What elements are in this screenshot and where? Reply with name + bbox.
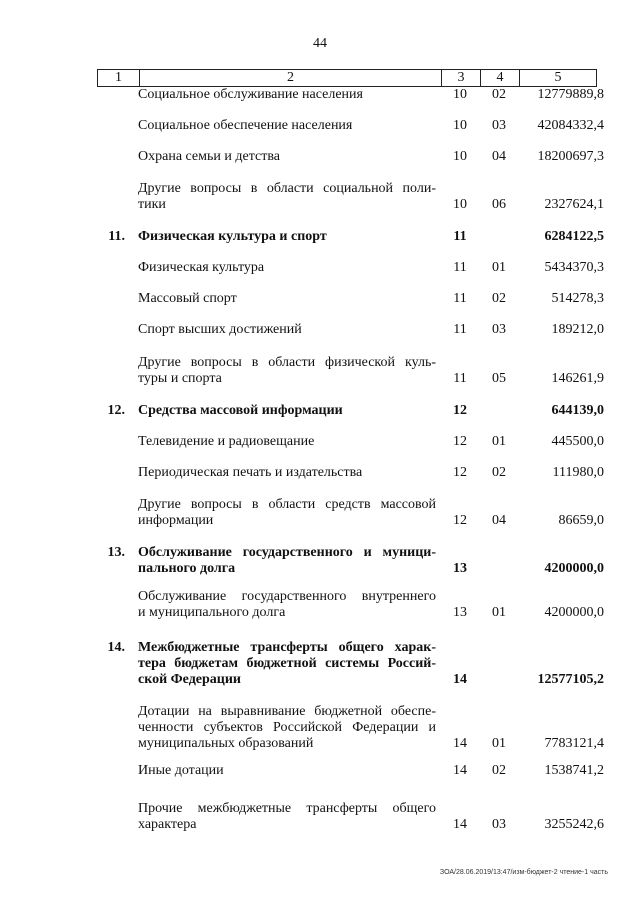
title-line: ской Федерации bbox=[138, 672, 241, 687]
amount-value: 12577105,2 bbox=[537, 672, 604, 687]
subsection-code: 02 bbox=[492, 465, 506, 480]
section-code: 13 bbox=[453, 605, 467, 620]
title-line: Иные дотации bbox=[138, 763, 224, 778]
title-line: и муниципального долга bbox=[138, 605, 286, 620]
header-col-4: 4 bbox=[481, 70, 520, 87]
title-line: пального долга bbox=[138, 561, 236, 576]
title-line: Обслуживание государственного и муници- bbox=[138, 545, 436, 560]
title-line: туры и спорта bbox=[138, 371, 222, 386]
amount-value: 146261,9 bbox=[551, 371, 604, 386]
title-line: Периодическая печать и издательства bbox=[138, 465, 363, 480]
amount-value: 1538741,2 bbox=[544, 763, 604, 778]
section-code: 12 bbox=[453, 513, 467, 528]
row-title bbox=[138, 640, 436, 688]
title-line: Массовый спорт bbox=[138, 291, 237, 306]
section-code: 12 bbox=[453, 403, 467, 418]
table-header bbox=[97, 69, 597, 87]
section-code: 11 bbox=[453, 229, 467, 244]
amount-value: 7783121,4 bbox=[544, 736, 604, 751]
amount-value: 644139,0 bbox=[551, 403, 604, 418]
amount-value: 6284122,5 bbox=[544, 229, 604, 244]
subsection-code: 02 bbox=[492, 291, 506, 306]
title-line: ченности субъектов Российской Федерации и bbox=[138, 720, 436, 735]
row-title bbox=[138, 403, 436, 419]
row-number: 12. bbox=[107, 403, 125, 418]
row-title bbox=[138, 497, 436, 529]
section-code: 12 bbox=[453, 465, 467, 480]
row-title bbox=[138, 322, 436, 338]
section-code: 11 bbox=[453, 371, 467, 386]
section-code: 13 bbox=[453, 561, 467, 576]
title-line: Дотации на выравнивание бюджетной обеспе- bbox=[138, 704, 436, 719]
title-line: тики bbox=[138, 197, 166, 212]
row-title bbox=[138, 704, 436, 752]
row-title bbox=[138, 465, 436, 481]
row-title bbox=[138, 589, 436, 621]
header-col-3: 3 bbox=[442, 70, 481, 87]
section-code: 11 bbox=[453, 260, 467, 275]
row-number: 13. bbox=[107, 545, 125, 560]
subsection-code: 02 bbox=[492, 87, 506, 102]
section-code: 14 bbox=[453, 763, 467, 778]
header-col-5: 5 bbox=[520, 70, 597, 87]
title-line: Социальное обслуживание населения bbox=[138, 87, 363, 102]
subsection-code: 01 bbox=[492, 434, 506, 449]
section-code: 14 bbox=[453, 736, 467, 751]
row-title bbox=[138, 149, 436, 165]
header-col-2: 2 bbox=[140, 70, 442, 87]
title-line: муниципальных образований bbox=[138, 736, 314, 751]
amount-value: 189212,0 bbox=[551, 322, 604, 337]
title-line: Спорт высших достижений bbox=[138, 322, 302, 337]
title-line: Телевидение и радиовещание bbox=[138, 434, 315, 449]
amount-value: 42084332,4 bbox=[537, 118, 604, 133]
amount-value: 514278,3 bbox=[551, 291, 604, 306]
title-line: Другие вопросы в области средств массовой bbox=[138, 497, 436, 512]
subsection-code: 06 bbox=[492, 197, 506, 212]
section-code: 11 bbox=[453, 291, 467, 306]
title-line: Межбюджетные трансферты общего харак- bbox=[138, 640, 436, 655]
row-number: 14. bbox=[107, 640, 125, 655]
subsection-code: 03 bbox=[492, 817, 506, 832]
title-line: Другие вопросы в области социальной поли- bbox=[138, 181, 436, 196]
title-line: Социальное обеспечение населения bbox=[138, 118, 353, 133]
title-line: Обслуживание государственного внутреннего bbox=[138, 589, 436, 604]
row-title bbox=[138, 260, 436, 276]
row-title bbox=[138, 355, 436, 387]
page-number: 44 bbox=[313, 36, 327, 51]
row-title bbox=[138, 181, 436, 213]
title-line: Средства массовой информации bbox=[138, 403, 343, 418]
footer-code: ЗОА/28.06.2019/13:47/изм-бюджет-2 чтение-1 часть bbox=[439, 869, 608, 876]
subsection-code: 04 bbox=[492, 149, 506, 164]
row-title bbox=[138, 545, 436, 577]
title-line: информации bbox=[138, 513, 214, 528]
row-title bbox=[138, 291, 436, 307]
subsection-code: 01 bbox=[492, 605, 506, 620]
row-title bbox=[138, 763, 436, 779]
row-title bbox=[138, 801, 436, 833]
row-number: 11. bbox=[108, 229, 125, 244]
amount-value: 4200000,0 bbox=[544, 605, 604, 620]
amount-value: 2327624,1 bbox=[544, 197, 604, 212]
amount-value: 3255242,6 bbox=[544, 817, 604, 832]
title-line: тера бюджетам бюджетной системы Россий- bbox=[138, 656, 436, 671]
section-code: 10 bbox=[453, 197, 467, 212]
amount-value: 445500,0 bbox=[551, 434, 604, 449]
title-line: характера bbox=[138, 817, 197, 832]
title-line: Физическая культура bbox=[138, 260, 265, 275]
row-title bbox=[138, 118, 436, 134]
subsection-code: 02 bbox=[492, 763, 506, 778]
amount-value: 86659,0 bbox=[558, 513, 604, 528]
subsection-code: 03 bbox=[492, 322, 506, 337]
amount-value: 5434370,3 bbox=[544, 260, 604, 275]
section-code: 10 bbox=[453, 149, 467, 164]
subsection-code: 01 bbox=[492, 736, 506, 751]
subsection-code: 03 bbox=[492, 118, 506, 133]
section-code: 14 bbox=[453, 817, 467, 832]
title-line: Охрана семьи и детства bbox=[138, 149, 280, 164]
row-title bbox=[138, 87, 436, 103]
row-title bbox=[138, 229, 436, 245]
amount-value: 18200697,3 bbox=[537, 149, 604, 164]
title-line: Физическая культура и спорт bbox=[138, 229, 327, 244]
section-code: 14 bbox=[453, 672, 467, 687]
subsection-code: 01 bbox=[492, 260, 506, 275]
amount-value: 4200000,0 bbox=[544, 561, 604, 576]
section-code: 10 bbox=[453, 87, 467, 102]
section-code: 11 bbox=[453, 322, 467, 337]
amount-value: 111980,0 bbox=[552, 465, 604, 480]
section-code: 12 bbox=[453, 434, 467, 449]
subsection-code: 04 bbox=[492, 513, 506, 528]
row-title bbox=[138, 434, 436, 450]
subsection-code: 05 bbox=[492, 371, 506, 386]
title-line: Прочие межбюджетные трансферты общего bbox=[138, 801, 436, 816]
title-line: Другие вопросы в области физической куль- bbox=[138, 355, 436, 370]
header-col-1: 1 bbox=[98, 70, 140, 87]
amount-value: 12779889,8 bbox=[537, 87, 604, 102]
section-code: 10 bbox=[453, 118, 467, 133]
